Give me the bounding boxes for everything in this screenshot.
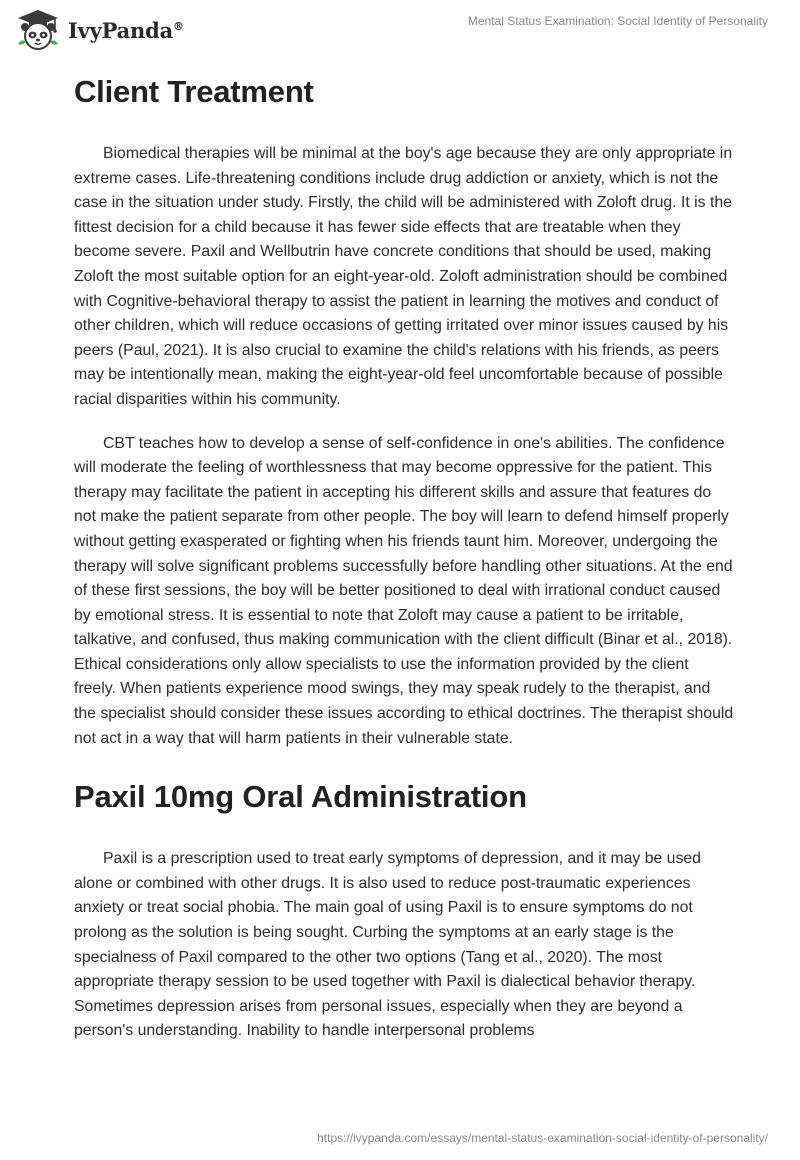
section-heading: Client Treatment <box>74 74 314 109</box>
brand-name: IvyPanda® <box>68 17 184 43</box>
brand-logo[interactable] <box>14 8 184 52</box>
panda-graduate-icon <box>14 8 62 52</box>
section-heading: Paxil 10mg Oral Administration <box>74 779 527 815</box>
paragraph: Biomedical therapies will be minimal at the boy's age because they are only appropriate in extreme cases. Life-threatening conditions include drug addiction or anxiety, which is not the case in the situation under study. Firstly, the child will be administered with Zoloft drug. It is the fittest decision for a child because it has fewer side effects that are treatable when they become severe. Paxil and Wellbutrin have concrete conditions that should be used, making Zoloft the most suitable option for an eight-year-old. Zoloft administration should be combined with Cognitive-behavioral therapy to assist the patient in learning the motives and conduct of other children, which will reduce occasions of getting irritated over minor issues caused by his peers (Paul, 2021). It is also crucial to examine the child's relations with his friends, as peers may be intentionally mean, making the eight-year-old feel uncomfortable because of possible racial disparities within his community. <box>74 145 733 408</box>
page-header <box>0 0 800 60</box>
source-url[interactable]: https://ivypanda.com/essays/mental-status-examination-social-identity-of-personality/ <box>317 1131 768 1145</box>
paragraph: CBT teaches how to develop a sense of self-confidence in one's abilities. The confidence will moderate the feeling of worthlessness that may become oppressive for the patient. This therapy may facilitate the patient in accepting his different skills and assure that features do not make the patient separate from other people. The boy will learn to defend himself properly without getting exasperated or fighting when his friends taunt him. Moreover, undergoing the therapy will solve significant problems successfully before handling other situations. At the end of these first sessions, the boy will be better positioned to deal with irrational conduct caused by emotional stress. It is essential to note that Zoloft may cause a patient to be irritable, talkative, and confused, thus making communication with the client difficult (Binar et al., 2018). Ethical considerations only allow specialists to use the information provided by the client freely. When patients experience mood swings, they may speak rudely to the therapist, and the specialist should consider these issues according to ethical doctrines. The therapist should not act in a way that will harm patients in their vulnerable state. <box>74 434 734 747</box>
article-body <box>74 68 734 1063</box>
paragraph: Paxil is a prescription used to treat early symptoms of depression, and it may be used alone or combined with other drugs. It is also used to reduce post-traumatic experiences anxiety or treat social phobia. The main goal of using Paxil is to ensure symptoms do not prolong as the solution is being sought. Curbing the symptoms at an early stage is the specialness of Paxil compared to the other two options (Tang et al., 2020). The most appropriate therapy session to be used together with Paxil is dialectical behavior therapy. Sometimes depression arises from personal issues, especially when they are beyond a person's understanding. Inability to handle interpersonal problems <box>74 850 701 1040</box>
document-title: Mental Status Examination: Social Identity of Personality <box>467 14 768 28</box>
